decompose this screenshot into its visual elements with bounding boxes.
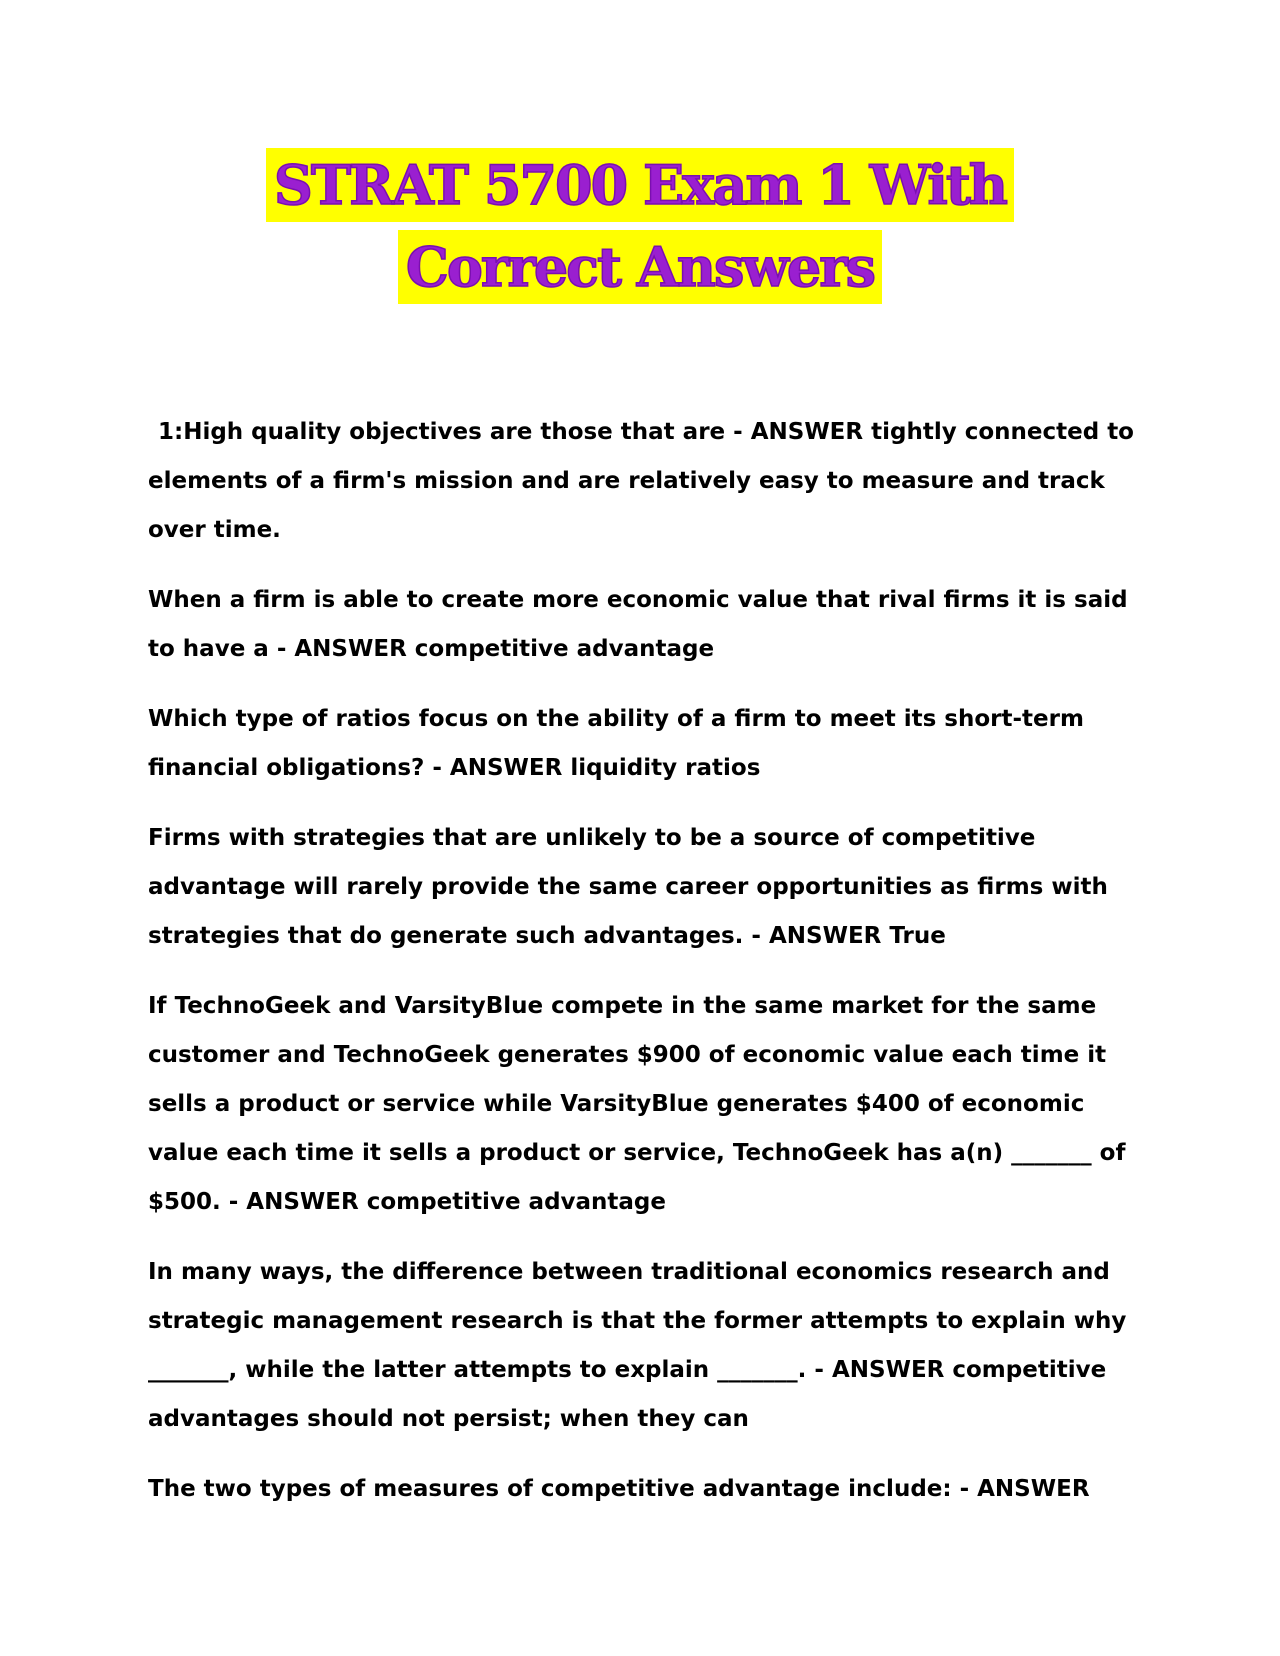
- qa-item-1: 1:High quality objectives are those that are - ANSWER tightly connected to elements of a firm's mission and are relatively easy to measure and track over time.: [148, 419, 1134, 543]
- document-title: [0, 148, 1280, 312]
- title-line-2: Correct Answers: [398, 230, 882, 304]
- qa-item-5: If TechnoGeek and VarsityBlue compete in the same market for the same customer and TechnoGeek generates $900 of economic value each time it sells a product or service while VarsityBlue generates $400 of economic value each time it sells a product or service, TechnoGeek has a(n) _______ of $500. - ANSWER competitive advantage: [148, 993, 1126, 1215]
- title-line-1: STRAT 5700 Exam 1 With: [266, 148, 1014, 222]
- qa-item-4: Firms with strategies that are unlikely to be a source of competitive advantage will rarely provide the same career opportunities as firms with strategies that do generate such advantages. - ANSWER True: [148, 825, 1108, 949]
- qa-item-6: In many ways, the difference between traditional economics research and strategic management research is that the former attempts to explain why _______, while the latter attempts to explain _______. - ANSWER competitive advantages should not persist; when they can: [148, 1259, 1127, 1432]
- qa-item-7: The two types of measures of competitive advantage include: - ANSWER: [148, 1476, 1090, 1502]
- qa-item-2: When a firm is able to create more economic value that rival firms it is said to have a - ANSWER competitive advantage: [148, 587, 1128, 662]
- qa-list: [148, 408, 1138, 1535]
- qa-item-3: Which type of ratios focus on the ability of a firm to meet its short-term financial obligations? - ANSWER liquidity ratios: [148, 706, 1084, 781]
